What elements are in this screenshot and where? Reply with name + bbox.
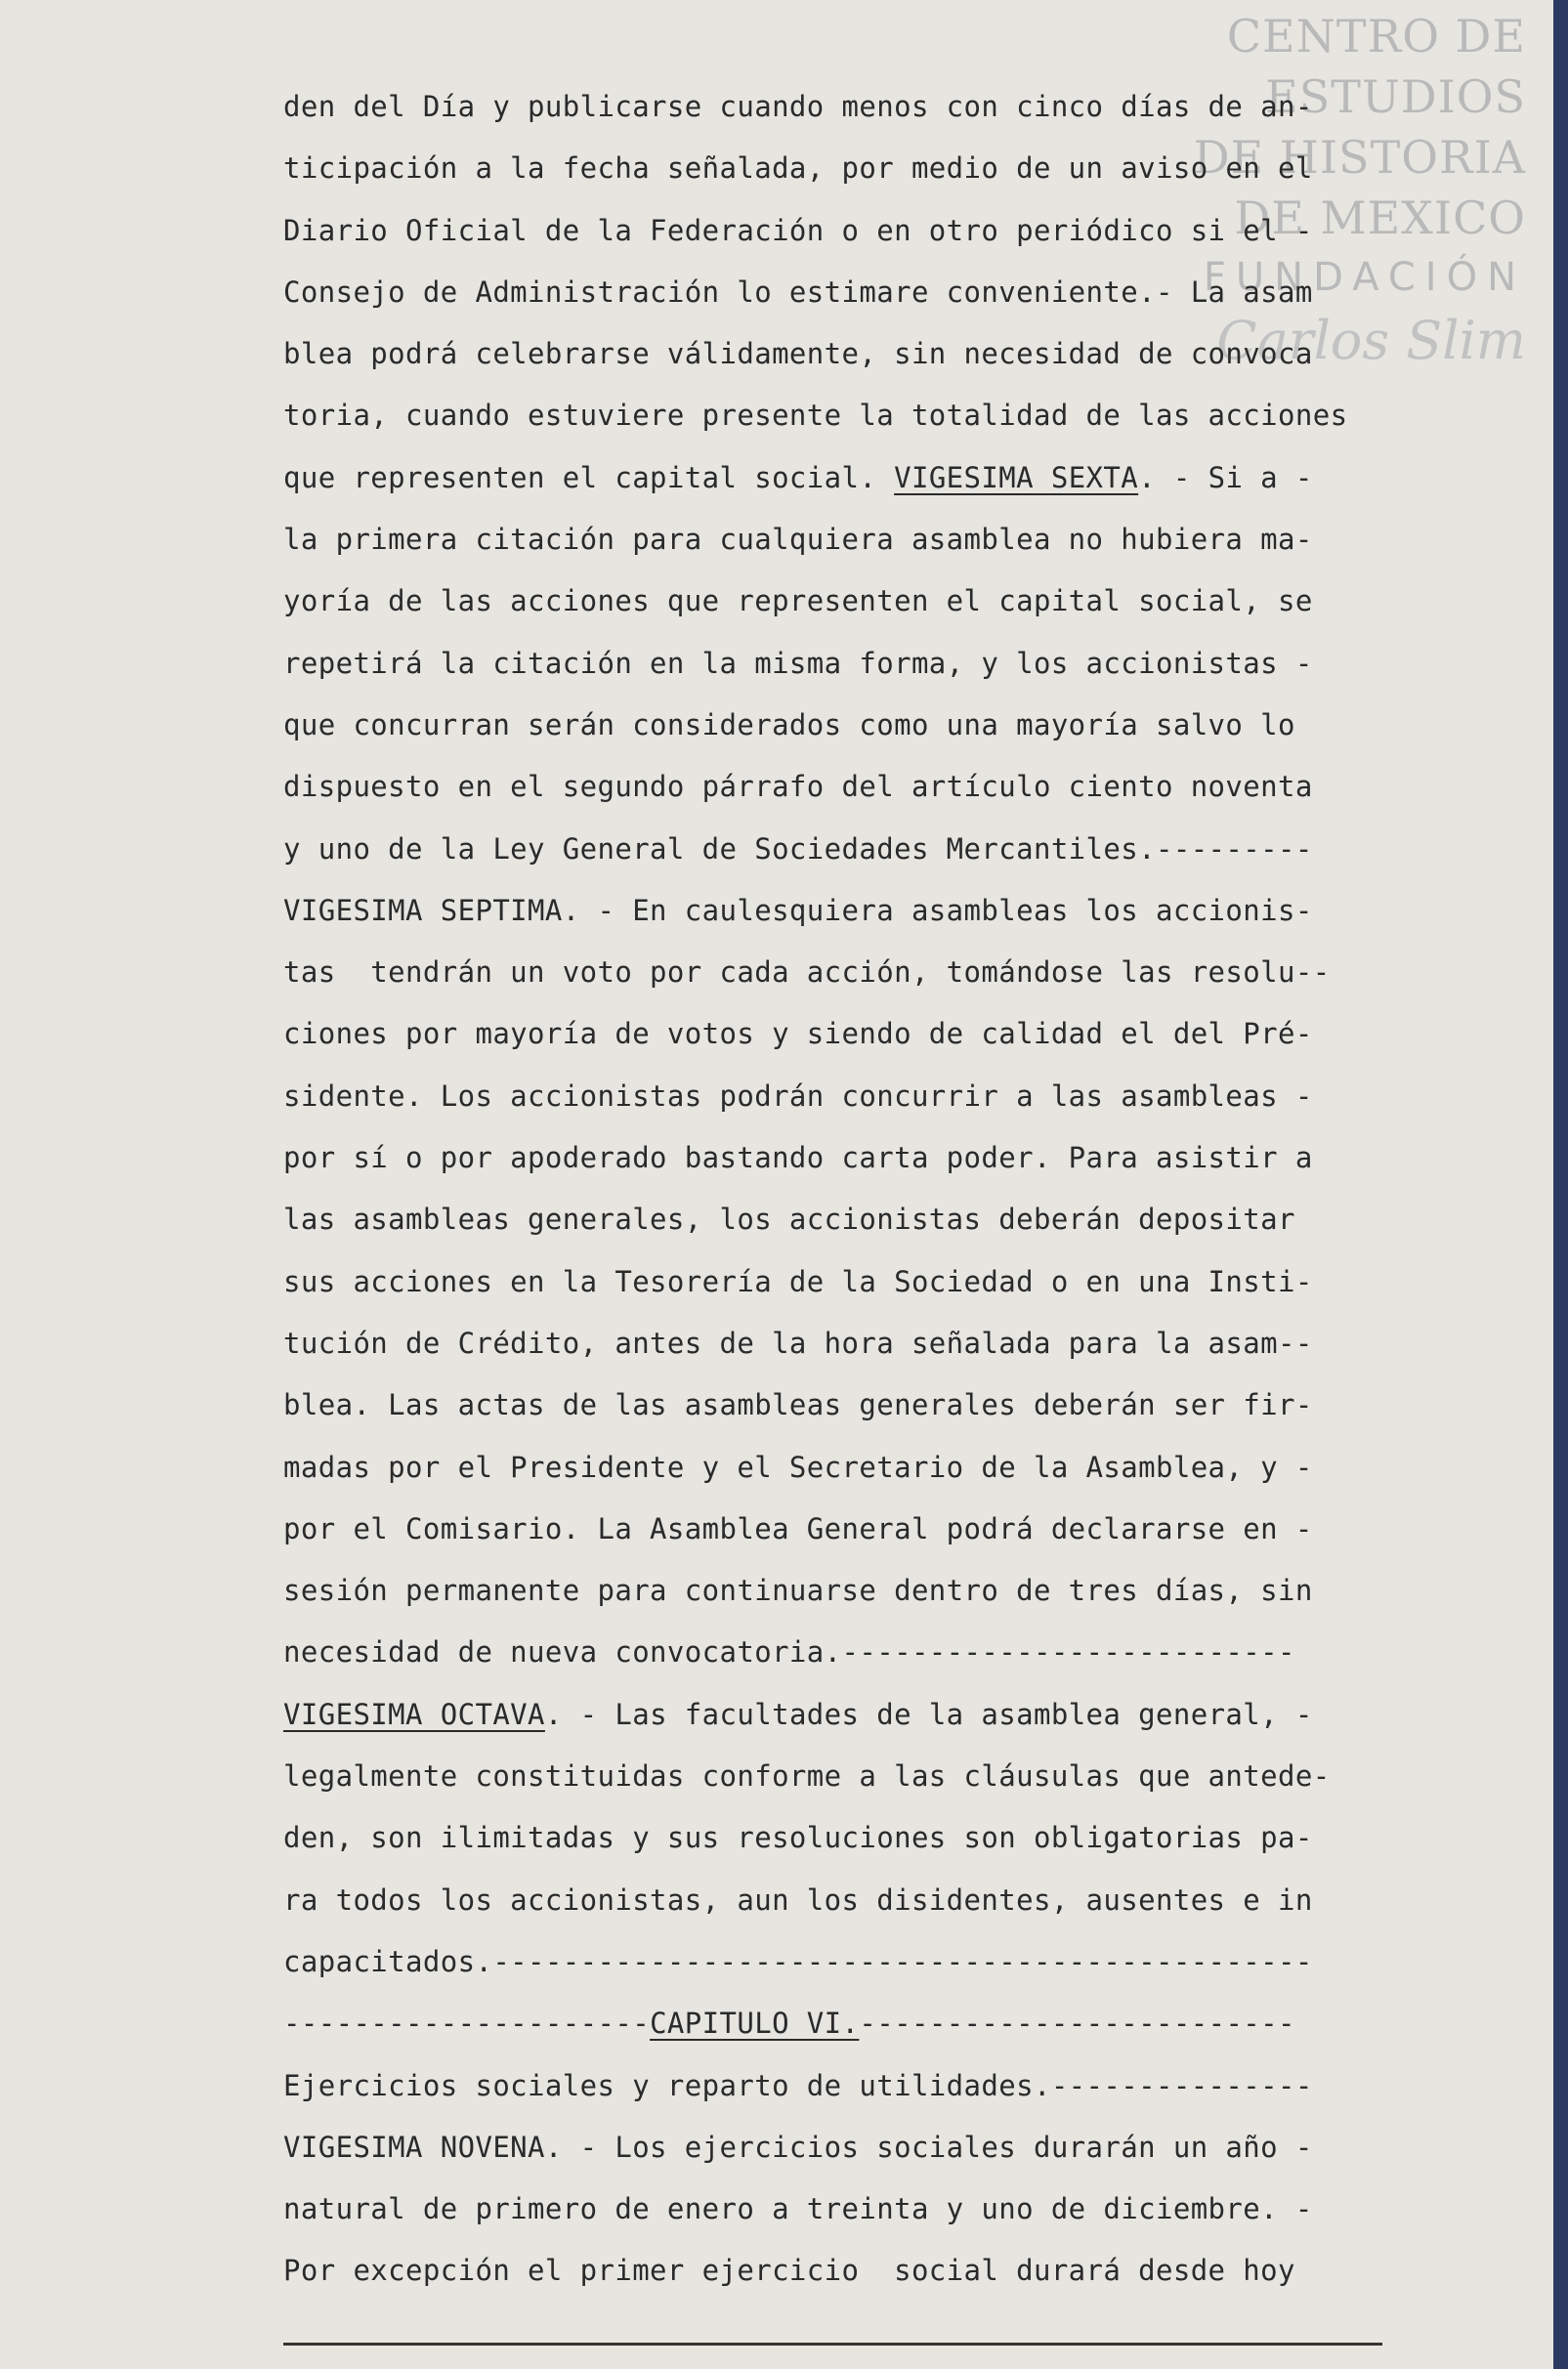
text-line: blea podrá celebrarse válidamente, sin necesidad de convoca (283, 337, 1313, 371)
text-line: ---------------------CAPITULO VI.------------------------- (283, 2007, 1295, 2041)
clause-heading: VIGESIMA OCTAVA (283, 1697, 545, 1731)
text-line: dispuesto en el segundo párrafo del artículo ciento noventa (283, 770, 1313, 804)
text-line: sesión permanente para continuarse dentro de tres días, sin (283, 1574, 1313, 1608)
text-line: tas tendrán un voto por cada acción, tomándose las resolu-- (283, 955, 1331, 990)
text-line: Diario Oficial de la Federación o en otro periódico si el - (283, 213, 1313, 247)
text-line: sidente. Los accionistas podrán concurrir a las asambleas - (283, 1079, 1313, 1113)
text-line: ciones por mayoría de votos y siendo de calidad el del Pré- (283, 1017, 1313, 1051)
text-line: Ejercicios sociales y reparto de utilidades.--------------- (283, 2068, 1313, 2102)
text-line: VIGESIMA OCTAVA. - Las facultades de la asamblea general, - (283, 1697, 1313, 1731)
bottom-rule (283, 2343, 1382, 2346)
text-line: la primera citación para cualquiera asamblea no hubiera ma- (283, 523, 1313, 557)
text-line: por el Comisario. La Asamblea General podrá declararse en - (283, 1511, 1313, 1545)
text-line: ticipación a la fecha señalada, por medio de un aviso en el (283, 151, 1313, 186)
text-line: yoría de las acciones que representen el capital social, se (283, 584, 1313, 618)
text-line: sus acciones en la Tesorería de la Sociedad o en una Insti- (283, 1264, 1313, 1298)
watermark-line: CENTRO DE (1226, 10, 1526, 63)
watermark-fundacion: FUNDACIÓN (1203, 255, 1526, 300)
text-line: repetirá la citación en la misma forma, y los accionistas - (283, 646, 1313, 680)
text-line: capacitados.----------------------------------------------- (283, 1944, 1313, 1978)
text-line: natural de primero de enero a treinta y uno de diciembre. - (283, 2192, 1313, 2226)
watermark-line: DE MEXICO (1234, 191, 1526, 244)
text-line: por sí o por apoderado bastando carta poder. Para asistir a (283, 1141, 1313, 1175)
text-line: toria, cuando estuviere presente la totalidad de las acciones (283, 399, 1348, 433)
watermark-signature: Carlos Slim (1216, 310, 1526, 371)
text-line: legalmente constituidas conforme a las cláusulas que antede- (283, 1759, 1331, 1794)
text-line: den, son ilimitadas y sus resoluciones son obligatorias pa- (283, 1821, 1313, 1855)
text-line: y uno de la Ley General de Sociedades Mercantiles.--------- (283, 831, 1313, 866)
watermark-line: ESTUDIOS (1265, 70, 1526, 123)
text-line: Por excepción el primer ejercicio social durará desde hoy (283, 2254, 1295, 2288)
watermark-line: DE HISTORIA (1193, 131, 1526, 184)
clause-heading: VIGESIMA SEXTA (894, 460, 1139, 494)
text-line: que representen el capital social. VIGESIMA SEXTA. - Si a - (283, 460, 1313, 494)
text-line: blea. Las actas de las asambleas generales deberán ser fir- (283, 1388, 1313, 1422)
chapter-heading: CAPITULO VI. (650, 2007, 860, 2041)
text-line: Consejo de Administración lo estimare conveniente.- La asam (283, 275, 1313, 309)
text-line: madas por el Presidente y el Secretario de la Asamblea, y - (283, 1450, 1313, 1484)
text-line: las asambleas generales, los accionistas deberán depositar (283, 1203, 1295, 1237)
page-edge (1553, 0, 1568, 2369)
text-line: den del Día y publicarse cuando menos con cinco días de an- (283, 90, 1313, 123)
text-line: ra todos los accionistas, aun los disidentes, ausentes e in (283, 1883, 1313, 1917)
text-line: tución de Crédito, antes de la hora señalada para la asam-- (283, 1326, 1313, 1360)
text-line: necesidad de nueva convocatoria.-------------------------- (283, 1635, 1295, 1670)
text-line: que concurran serán considerados como una mayoría salvo lo (283, 707, 1295, 741)
typewritten-text (283, 76, 1436, 2303)
text-line: VIGESIMA NOVENA. - Los ejercicios sociales durarán un año - (283, 2130, 1313, 2164)
text-line: VIGESIMA SEPTIMA. - En caulesquiera asambleas los accionis- (283, 893, 1313, 927)
